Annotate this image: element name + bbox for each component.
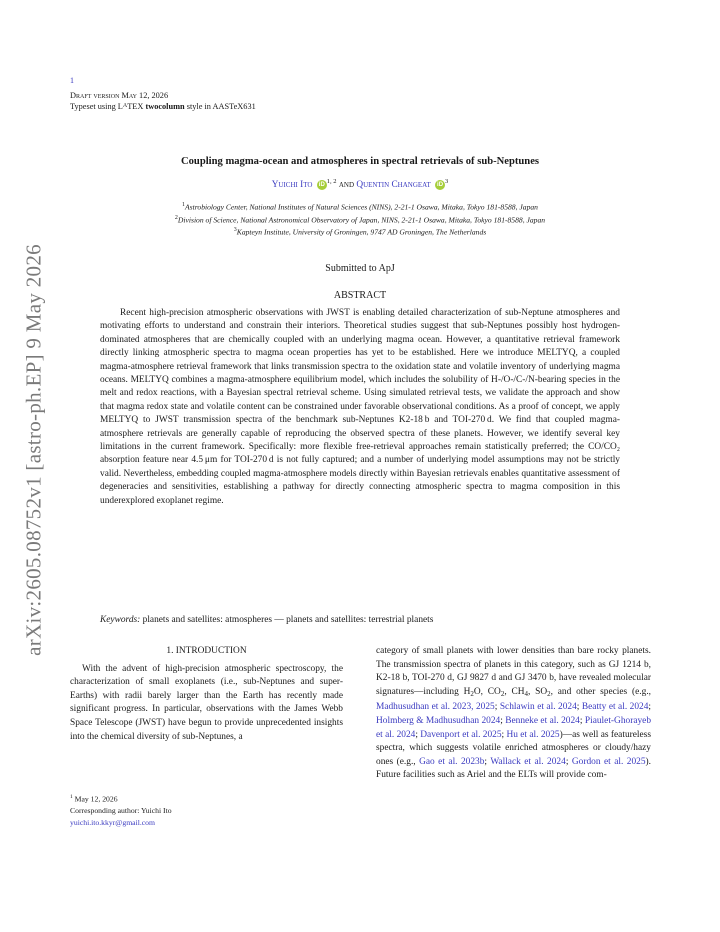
text-run: category of small planets with lower densities than bare rocky planets. The transmission spectra of planets in this category, such as GJ 1214 b, K2-18 b, TOI-270 d, GJ 9827 d and GJ 3470 b, have revealed molecular signatures—including H (376, 646, 651, 697)
citation-link[interactable]: Holmberg & Madhusudhan 2024 (376, 715, 501, 726)
keywords-text: planets and satellites: atmospheres — planets and satellites: terrestrial planets (142, 615, 434, 625)
citation-link[interactable]: Davenport et al. 2025 (420, 729, 502, 740)
draft-date: May 12, 2026 (121, 91, 169, 100)
subscript: 2 (500, 689, 505, 698)
typeset-suffix: style in AASTeX631 (186, 102, 256, 111)
author-changeat-affil: 3 (445, 178, 449, 185)
subscript: 4 (524, 689, 528, 698)
citation-link[interactable]: Gao et al. 2023b (419, 756, 485, 767)
text-run: ). Future facilities such as Ariel and the ELTs will provide com- (376, 756, 652, 781)
text-run: ; (648, 702, 652, 713)
citation-link[interactable]: Benneke et al. 2024 (505, 715, 580, 726)
citation-link[interactable]: Gordon et al. 2025 (571, 756, 646, 767)
page-number: 1 (70, 76, 74, 85)
abstract-text: Recent high-precision atmospheric observations with JWST is enabling detailed characterization of sub-Neptune atmospheres and motivating efforts to understand and constrain their interiors. Theoretical studies suggest that sub-Neptunes possibly host hydrogen-dominated atmospheres that are chemically coupled with an underlying magma ocean. However, a quantitative retrieval framework directly linking atmospheric spectra to magma ocean properties has yet to be established. Here we introduce MELTYQ, a coupled magma-atmosphere retrieval framework that links transmission spectra to the oxidation state and volatile inventory of underlying magma oceans. MELTYQ combines a magma-atmosphere equilibrium model, which includes the solubility of H-/O-/C-/N-bearing species in the melt and redox reactions, with a Bayesian spectral retrieval scheme. Using simulated retrieval tests, we validate the approach and show that magma redox state and volatile content can be constrained under favorable observational conditions. As a proof of concept, we apply MELTYQ to JWST transmission spectra of the benchmark sub-Neptunes K2-18 b and TOI-270 d. We find that coupled magma-atmosphere retrievals are generally capable of reproducing the observed spectra of these planets. However, we identify several key limitations in the current framework. Specifically: more flexible free-retrieval approaches remain statistically preferred; the CO/CO₂ absorption feature near 4.5 μm for TOI-270 d is not fully captured; and a number of underlying model assumptions may not be strictly valid. Nevertheless, embedding coupled magma-atmosphere models directly within Bayesian retrievals enables quantitative assessment of degeneracies and sensitivities, establishing a pathway for directly connecting atmospheric spectra to magma composition in this underexplored exoplanet regime. (100, 308, 620, 506)
typeset-prefix: Typeset using L (70, 102, 123, 111)
citation-link[interactable]: Beatty et al. 2024 (581, 702, 649, 713)
text-run: , CH (504, 686, 525, 697)
keywords (100, 615, 620, 625)
text-run: ; (415, 729, 421, 740)
text-run: , SO (527, 686, 548, 697)
affiliation-3 (70, 225, 650, 238)
affiliation-1 (70, 200, 650, 213)
affiliation-number: 2 (174, 214, 178, 221)
column-right (376, 645, 651, 783)
text-run: ; (501, 729, 507, 740)
author-list (70, 178, 650, 190)
footnote-date (70, 792, 343, 805)
corresponding-author: Corresponding author: Yuichi Ito (70, 806, 172, 816)
text-run: ; (565, 756, 572, 767)
section-heading: 1. INTRODUCTION (166, 646, 247, 656)
draft-header (70, 90, 256, 112)
subscript: 2 (470, 689, 474, 698)
affiliation-2 (70, 213, 650, 226)
typeset-style: twocolumn (145, 102, 185, 111)
arxiv-identifier: arXiv:2605.08752v1 [astro-ph.EP] 9 May 2026 (21, 244, 46, 656)
text-run: ; (500, 715, 506, 726)
affiliation-text: Astrobiology Center, National Institutes of Natural Sciences (NINS), 2-21-1 Osawa, Mitaka, Tokyo 181-8588, Japan (185, 202, 538, 212)
typeset-tex: TEX (127, 102, 144, 111)
citation-link[interactable]: Madhusudhan et al. 2023, 2025 (376, 702, 495, 713)
text-run: ; (484, 756, 491, 767)
text-run: ; (579, 715, 585, 726)
text-run: ; (494, 702, 500, 713)
submission-note: Submitted to ApJ (325, 263, 395, 274)
text-run: ; (576, 702, 582, 713)
draft-label: Draft version (70, 91, 120, 100)
footnote-marker: 1 (70, 794, 73, 800)
author-conjunction: and (338, 180, 355, 191)
affiliations (70, 200, 650, 238)
email-link[interactable]: yuichi.ito.kkyr@gmail.com (70, 817, 156, 827)
intro-paragraph-continued (376, 645, 651, 783)
orcid-icon[interactable]: iD (318, 182, 325, 189)
intro-paragraph: With the advent of high-precision atmospheric spectroscopy, the characterization of small exoplanets (i.e., sub-Neptunes and super-Earths) with radii barely larger than the Earth has recently made significant progress. In particular, observations with the James Webb Space Telescope (JWST) have begun to provide unprecedented insights into the chemical diversity of sub-Neptunes, a (70, 663, 343, 742)
orcid-icon[interactable]: iD (437, 182, 444, 189)
citation-link[interactable]: Schlawin et al. 2024 (499, 702, 577, 713)
affiliation-text: Division of Science, National Astronomical Observatory of Japan, NINS, 2-21-1 Osawa, Mitaka, Tokyo 181-8588, Japan (177, 215, 546, 225)
citation-link[interactable]: Hu et al. 2025 (506, 729, 560, 740)
author-ito[interactable]: Yuichi Ito (271, 180, 313, 191)
text-run: )—as well as featureless spectra, which suggests volatile enriched atmospheres or cloudy/hazy ones (e.g., (376, 729, 651, 767)
affiliation-number: 3 (233, 227, 237, 234)
text-run: , and other species (e.g., (550, 686, 652, 697)
text-run: O, CO (473, 686, 501, 697)
affiliation-text: Kapteyn Institute, University of Groningen, 9747 AD Groningen, The Netherlands (236, 227, 487, 237)
footnote-date-text: May 12, 2026 (74, 794, 118, 804)
footnotes (70, 792, 343, 828)
author-ito-affil: 1, 2 (326, 178, 337, 185)
column-left (70, 645, 343, 744)
author-changeat[interactable]: Quentin Changeat (356, 180, 431, 191)
subscript: 2 (547, 689, 551, 698)
arxiv-stamp (14, 230, 54, 670)
abstract-heading: ABSTRACT (333, 290, 387, 301)
citation-link[interactable]: Wallack et al. 2024 (490, 756, 566, 767)
citation-link[interactable]: Piaulet-Ghorayeb et al. 2024 (376, 715, 652, 740)
paper-title: Coupling magma-ocean and atmospheres in spectral retrievals of sub-Neptunes (180, 156, 540, 167)
keywords-label: Keywords: (100, 615, 141, 625)
affiliation-number: 1 (182, 202, 186, 208)
typeset-tex-a: A (122, 103, 128, 109)
